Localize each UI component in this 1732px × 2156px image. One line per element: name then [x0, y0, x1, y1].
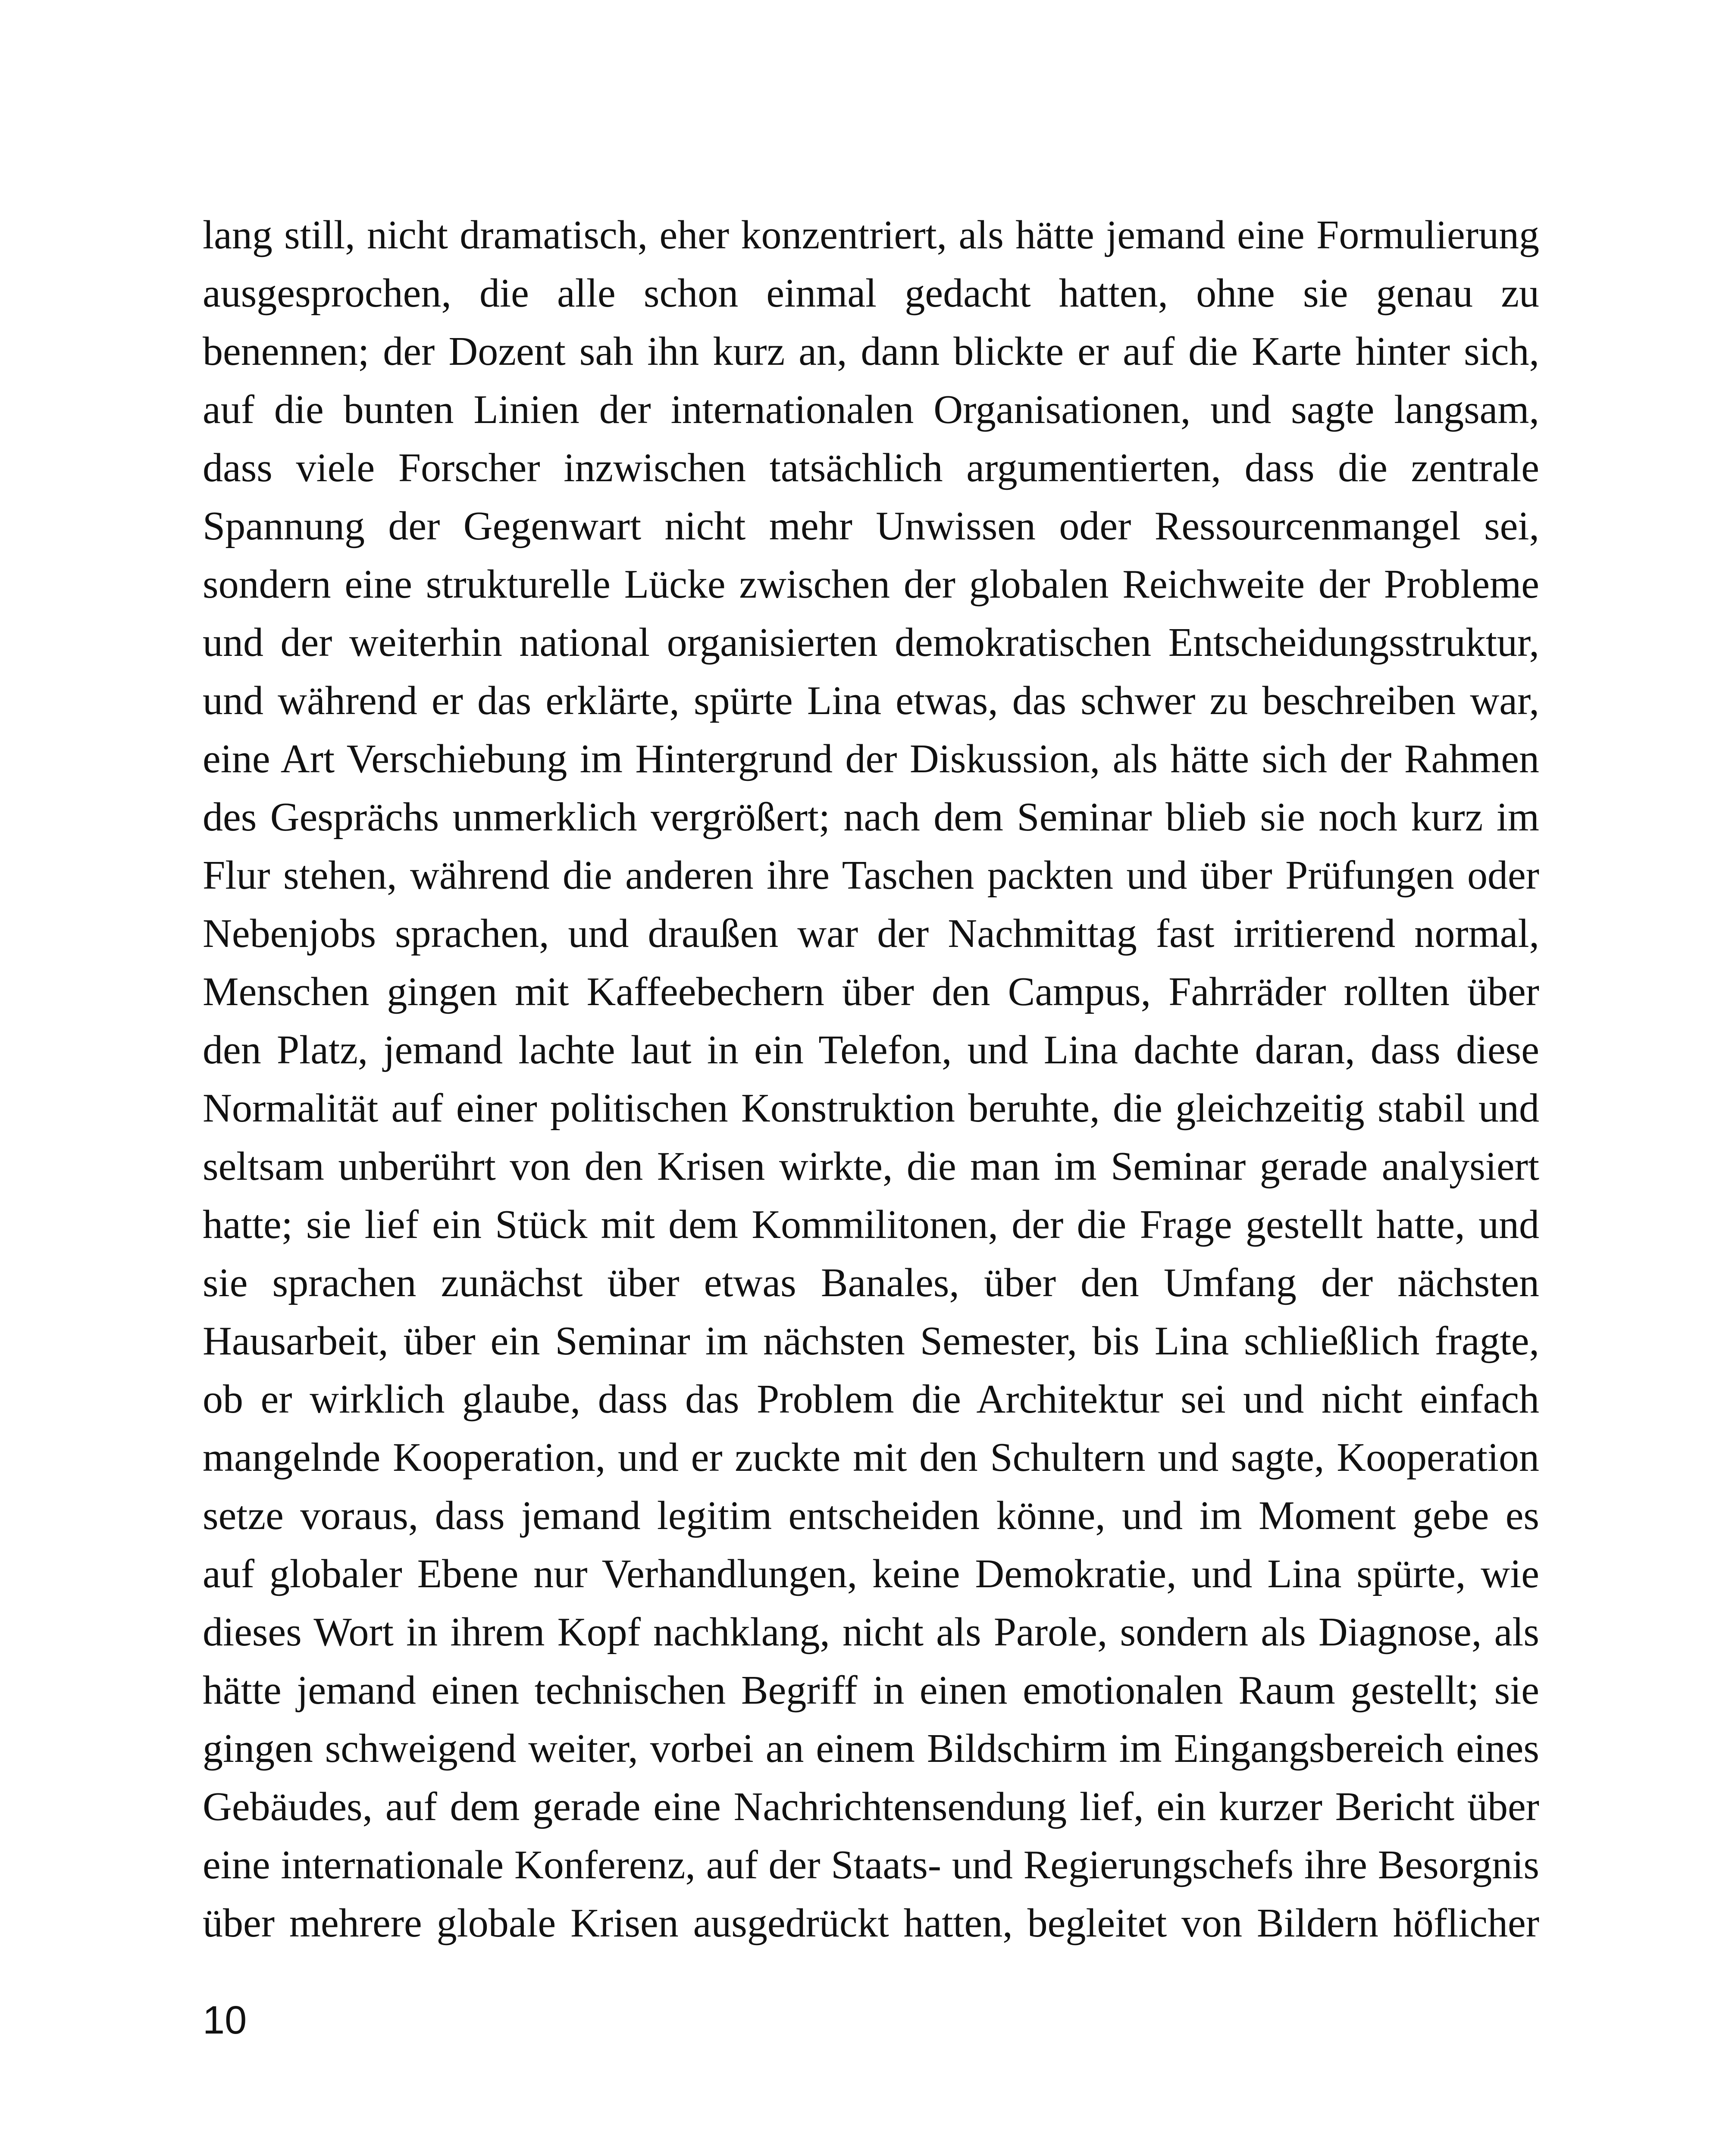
text-line: lang still, nicht dramatisch, eher konzentriert, als hätte jemand eine Formulierung — [203, 213, 1539, 257]
text-line: setze voraus, dass jemand legitim entscheiden könne, und im Moment gebe es — [203, 1493, 1539, 1538]
text-line: auf die bunten Linien der internationalen Organisationen, und sagte langsam, — [203, 387, 1539, 432]
text-line: hatte; sie lief ein Stück mit dem Kommilitonen, der die Frage gestellt hatte, und — [203, 1202, 1539, 1247]
body-text — [203, 206, 1539, 1952]
text-line: mangelnde Kooperation, und er zuckte mit den Schultern und sagte, Kooperation — [203, 1435, 1539, 1480]
text-line: eine internationale Konferenz, auf der Staats- und Regierungschefs ihre Besorgnis — [203, 1843, 1539, 1887]
text-line: ausgesprochen, die alle schon einmal gedacht hatten, ohne sie genau zu — [203, 271, 1539, 316]
text-line: dieses Wort in ihrem Kopf nachklang, nicht als Parole, sondern als Diagnose, als — [203, 1610, 1539, 1655]
text-line: und während er das erklärte, spürte Lina etwas, das schwer zu beschreiben war, — [203, 678, 1539, 723]
text-line: auf globaler Ebene nur Verhandlungen, keine Demokratie, und Lina spürte, wie — [203, 1551, 1539, 1596]
text-line: Flur stehen, während die anderen ihre Taschen packten und über Prüfungen oder — [203, 853, 1539, 898]
text-line: eine Art Verschiebung im Hintergrund der Diskussion, als hätte sich der Rahmen — [203, 736, 1539, 781]
text-line: benennen; der Dozent sah ihn kurz an, dann blickte er auf die Karte hinter sich, — [203, 329, 1539, 374]
text-line: ob er wirklich glaube, dass das Problem die Architektur sei und nicht einfach — [203, 1377, 1539, 1422]
page-number: 10 — [203, 1998, 247, 2042]
text-line: sondern eine strukturelle Lücke zwischen der globalen Reichweite der Probleme — [203, 562, 1539, 607]
text-line: hätte jemand einen technischen Begriff in einen emotionalen Raum gestellt; sie — [203, 1668, 1539, 1713]
text-line: Gebäudes, auf dem gerade eine Nachrichtensendung lief, ein kurzer Bericht über — [203, 1784, 1539, 1829]
text-line: Nebenjobs sprachen, und draußen war der Nachmittag fast irritierend normal, — [203, 911, 1539, 956]
text-line: Normalität auf einer politischen Konstruktion beruhte, die gleichzeitig stabil und — [203, 1086, 1539, 1131]
text-line: den Platz, jemand lachte laut in ein Telefon, und Lina dachte daran, dass diese — [203, 1028, 1539, 1072]
text-line: Spannung der Gegenwart nicht mehr Unwissen oder Ressourcenmangel sei, — [203, 504, 1539, 548]
text-line: und der weiterhin national organisierten demokratischen Entscheidungsstruktur, — [203, 620, 1539, 665]
text-line: Menschen gingen mit Kaffeebechern über den Campus, Fahrräder rollten über — [203, 969, 1539, 1014]
text-line: des Gesprächs unmerklich vergrößert; nach dem Seminar blieb sie noch kurz im — [203, 795, 1539, 840]
text-line: seltsam unberührt von den Krisen wirkte, die man im Seminar gerade analysiert — [203, 1144, 1539, 1189]
text-line: Hausarbeit, über ein Seminar im nächsten Semester, bis Lina schließlich fragte, — [203, 1319, 1539, 1363]
text-line: gingen schweigend weiter, vorbei an einem Bildschirm im Eingangsbereich eines — [203, 1726, 1539, 1771]
text-line: sie sprachen zunächst über etwas Banales, über den Umfang der nächsten — [203, 1260, 1539, 1305]
text-line: über mehrere globale Krisen ausgedrückt hatten, begleitet von Bildern höflicher — [203, 1901, 1539, 1946]
text-line: dass viele Forscher inzwischen tatsächlich argumentierten, dass die zentrale — [203, 445, 1539, 490]
